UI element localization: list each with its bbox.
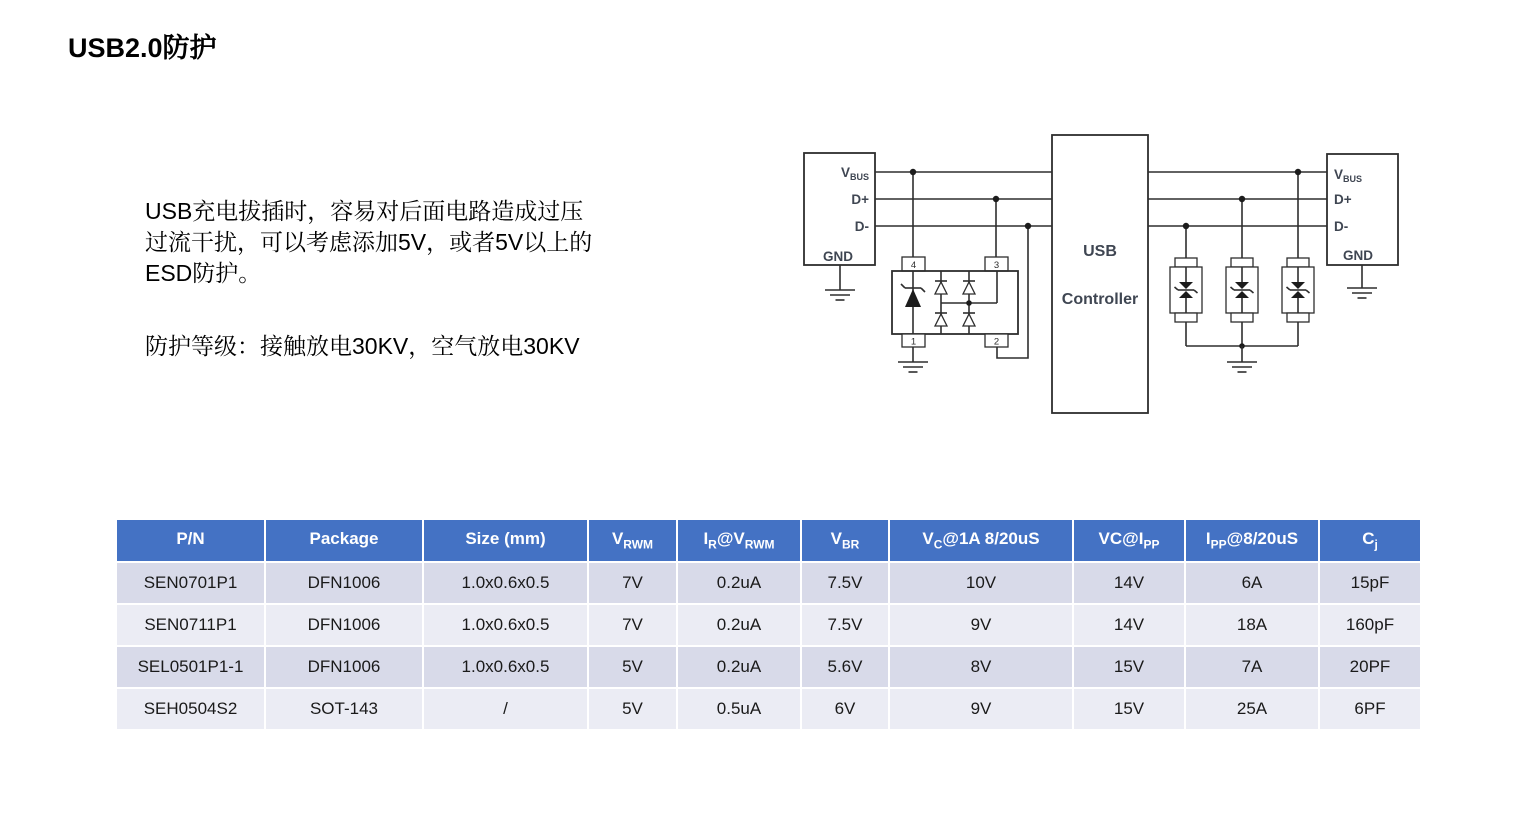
col-header-ipp: $I_{PP}@8/20uS$ [1185,519,1319,562]
cell-package: DFN1006 [265,646,423,688]
cell-cj: 20PF [1319,646,1421,688]
usb-controller-label-2: Controller [1061,291,1139,308]
cell-ir: 0.5uA [677,688,801,730]
cell-vbr: 5.6V [801,646,889,688]
esd-pin3-label: 3 [993,260,1000,271]
cell-vc1a: 9V [889,688,1073,730]
cell-vc1a: 8V [889,646,1073,688]
cell-cj: 6PF [1319,688,1421,730]
device-dminus-label: D- [1334,219,1349,234]
cell-ir: 0.2uA [677,604,801,646]
intro-line-1: USB充电拔插时，容易对后面电路造成过压 [145,198,584,224]
cell-vbr: 6V [801,688,889,730]
host-port-box [804,153,875,300]
cell-vbr: 7.5V [801,562,889,604]
cell-pn: SEH0504S2 [116,688,265,730]
col-header-vbr: $V_{BR}$ [801,519,889,562]
cell-vcipp: 14V [1073,604,1185,646]
cell-ir: 0.2uA [677,562,801,604]
cell-vcipp: 15V [1073,688,1185,730]
device-bus-wires [1148,172,1327,226]
cell-size: 1.0x0.6x0.5 [423,562,588,604]
esd-pin4-label: 4 [910,260,917,271]
col-header-cj: $C_j$ [1319,519,1421,562]
table-row [116,688,1421,730]
cell-vcipp: 14V [1073,562,1185,604]
host-dplus-label: D+ [851,192,869,207]
cell-vc1a: 9V [889,604,1073,646]
cell-vrwm: 7V [588,604,677,646]
cell-size: 1.0x0.6x0.5 [423,646,588,688]
col-header-ir-at-vrwm: $I_R@V_{RWM}$ [677,519,801,562]
cell-cj: 15pF [1319,562,1421,604]
cell-package: DFN1006 [265,562,423,604]
cell-vcipp: 15V [1073,646,1185,688]
protection-rating-text: 防护等级：接触放电30KV，空气放电30KV [145,333,580,359]
intro-paragraph [145,196,705,289]
intro-line-3: ESD防护。 [145,260,262,286]
cell-ir: 0.2uA [677,646,801,688]
cell-pn: SEN0711P1 [116,604,265,646]
parts-table [115,518,1422,731]
diode-bridge-icon [935,271,997,334]
host-gnd-label: GND [823,249,853,264]
cell-package: DFN1006 [265,604,423,646]
cell-ipp: 25A [1185,688,1319,730]
esd-pin2-label: 2 [993,336,1000,348]
cell-size: 1.0x0.6x0.5 [423,604,588,646]
device-gnd-label: GND [1343,248,1373,263]
device-vbus-label: $V_{BUS}$ [1334,167,1363,184]
cell-ipp: 6A [1185,562,1319,604]
cell-vrwm: 7V [588,562,677,604]
intro-line-2: 过流干扰，可以考虑添加5V，或者5V以上的 [145,229,593,255]
table-row [116,604,1421,646]
cell-vrwm: 5V [588,688,677,730]
cell-package: SOT-143 [265,688,423,730]
host-bus-wires [875,172,1052,226]
circuit-diagram [795,125,1410,425]
col-header-pn: P/N [116,519,265,562]
cell-cj: 160pF [1319,604,1421,646]
usb-controller-label-1: USB [1083,243,1117,260]
cell-pn: SEL0501P1-1 [116,646,265,688]
col-header-vrwm: $V_{RWM}$ [588,519,677,562]
cell-vbr: 7.5V [801,604,889,646]
cell-ipp: 18A [1185,604,1319,646]
table-row [116,646,1421,688]
cell-pn: SEN0701P1 [116,562,265,604]
host-vbus-label: $V_{BUS}$ [840,165,869,182]
host-dminus-label: D- [854,219,869,234]
col-header-package: Package [265,519,423,562]
cell-vc1a: 10V [889,562,1073,604]
table-row [116,562,1421,604]
device-dplus-label: D+ [1334,192,1352,207]
col-header-vc-at-1a: $V_C@1A$ 8/20uS [889,519,1073,562]
esd-pin1-label: 1 [910,336,917,348]
usb-controller-box [1052,135,1148,413]
col-header-vc-at-ipp: $VC@I_{PP}$ [1073,519,1185,562]
col-header-size: Size (mm) [423,519,588,562]
cell-size: / [423,688,588,730]
zener-diode-icon [901,271,925,334]
cell-vrwm: 5V [588,646,677,688]
device-port-box [1327,154,1398,298]
page-title: USB2.0防护 [68,33,217,63]
cell-ipp: 7A [1185,646,1319,688]
table-header-row [116,519,1421,562]
